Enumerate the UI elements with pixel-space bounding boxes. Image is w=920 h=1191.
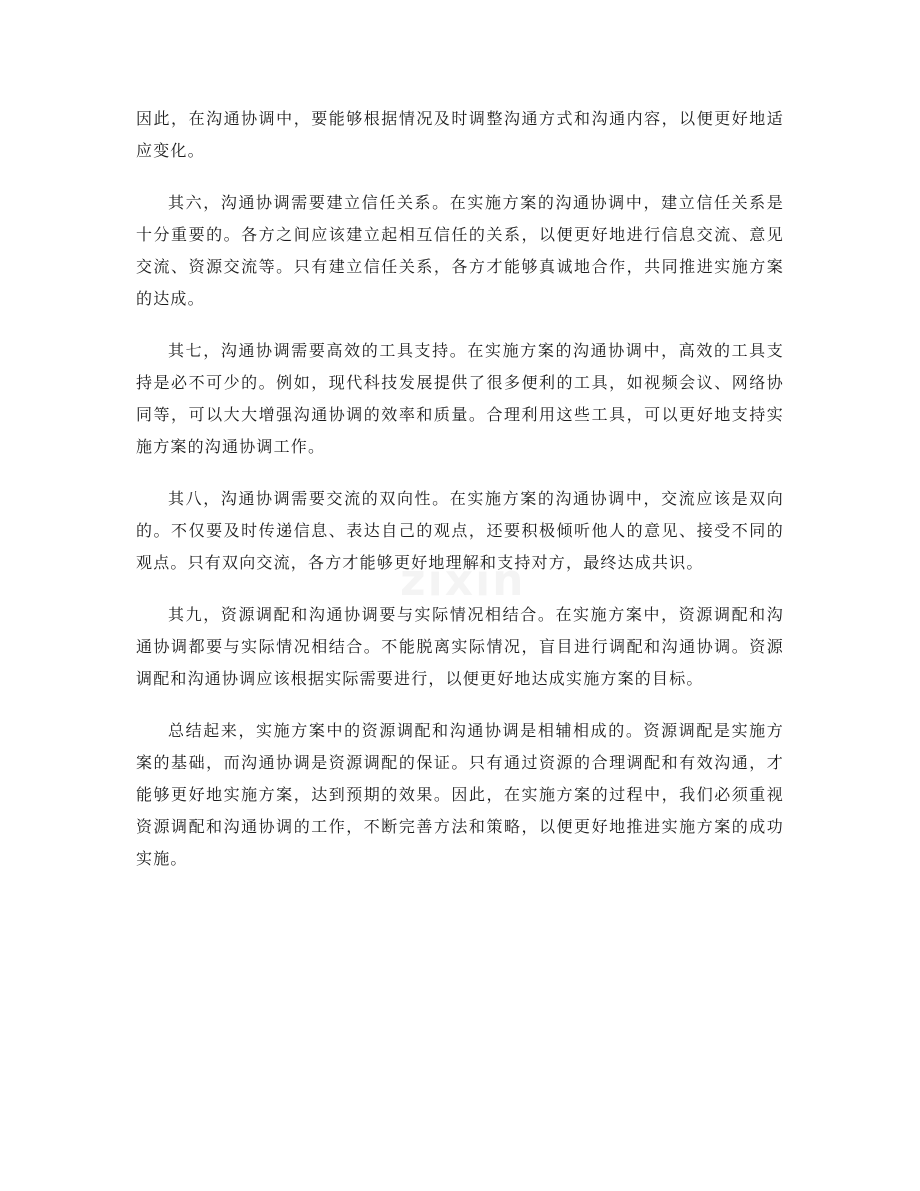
paragraph-continuation: 因此，在沟通协调中，要能够根据情况及时调整沟通方式和沟通内容，以便更好地适应变化。 [136,109,784,160]
document-body [136,103,784,895]
paragraph-8-two-way: 其八，沟通协调需要交流的双向性。在实施方案的沟通协调中，交流应该是双向的。不仅要及时传递信息、表达自己的观点，还要积极倾听他人的意见、接受不同的观点。只有双向交流，各方才能够更好地理解和支持对方，最终达成共识。 [136,489,784,572]
paragraph-summary: 总结起来，实施方案中的资源调配和沟通协调是相辅相成的。资源调配是实施方案的基础，而沟通协调是资源调配的保证。只有通过资源的合理调配和有效沟通，才能够更好地实施方案，达到预期的效果。因此，在实施方案的过程中，我们必须重视资源调配和沟通协调的工作，不断完善方法和策略，以便更好地推进实施方案的成功实施。 [136,721,784,868]
paragraph-6-trust: 其六，沟通协调需要建立信任关系。在实施方案的沟通协调中，建立信任关系是十分重要的。各方之间应该建立起相互信任的关系，以便更好地进行信息交流、意见交流、资源交流等。只有建立信任关系，各方才能够真诚地合作，共同推进实施方案的达成。 [136,193,784,308]
paragraph-9-reality: 其九，资源调配和沟通协调要与实际情况相结合。在实施方案中，资源调配和沟通协调都要与实际情况相结合。不能脱离实际情况，盲目进行调配和沟通协调。资源调配和沟通协调应该根据实际需要进行，以便更好地达成实施方案的目标。 [136,605,784,688]
paragraph-7-tools: 其七，沟通协调需要高效的工具支持。在实施方案的沟通协调中，高效的工具支持是必不可少的。例如，现代科技发展提供了很多便利的工具，如视频会议、网络协同等，可以大大增强沟通协调的效率和质量。合理利用这些工具，可以更好地支持实施方案的沟通协调工作。 [136,341,784,456]
